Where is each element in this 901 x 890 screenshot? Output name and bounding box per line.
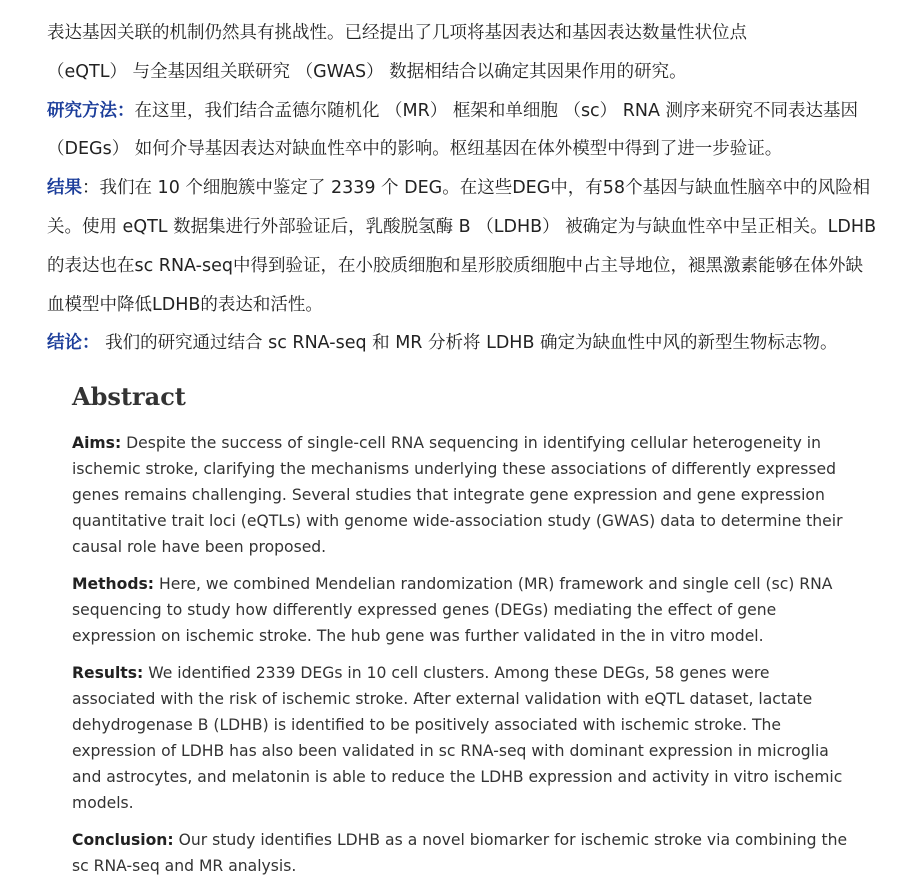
- chinese-methods-paragraph: [47, 92, 877, 170]
- english-abstract: [72, 378, 852, 890]
- methods-paragraph: [72, 571, 852, 649]
- conclusion-label: Conclusion:: [72, 831, 174, 849]
- chinese-results-text: ：我们在 10 个细胞簇中鉴定了 2339 个 DEG。在这些DEG中，有58个基因与缺血性脑卒中的风险相关。使用 eQTL 数据集进行外部验证后，乳酸脱氢酶 B （LDHB） 被确定为与缺血性卒中呈正相关。LDHB的表达也在sc RNA-seq中得到验证，在小胶质细胞和星形胶质细胞中占主导地位，褪黑激素能够在体外缺血模型中降低LDHB的表达和活性。: [47, 178, 877, 315]
- aims-label: Aims:: [72, 434, 122, 452]
- results-paragraph: [72, 660, 852, 816]
- chinese-conclusion-label: 结论：: [47, 333, 100, 354]
- chinese-intro-line1: 表达基因关联的机制仍然具有挑战性。已经提出了几项将基因表达和基因表达数量性状位点: [47, 23, 747, 43]
- chinese-methods-text: 在这里，我们结合孟德尔随机化 （MR） 框架和单细胞 （sc） RNA 测序来研究不同表达基因 （DEGs） 如何介导基因表达对缺血性卒中的影响。枢纽基因在体外模型中得到了进一步验证。: [47, 100, 859, 160]
- conclusion-paragraph: [72, 827, 852, 879]
- chinese-conclusion-paragraph: [47, 324, 877, 363]
- aims-text: Despite the success of single-cell RNA sequencing in identifying cellular heterogeneity in ischemic stroke, clarifying the mechanisms underlying these associations of differently expressed genes remains challenging. Several studies that integrate gene expression and gene expression quantitative trait loci (eQTLs) with genome wide-association study (GWAS) data to determine their causal role have been proposed.: [72, 434, 843, 556]
- chinese-intro-line2: （eQTL） 与全基因组关联研究 （GWAS） 数据相结合以确定其因果作用的研究。: [47, 61, 687, 82]
- methods-text: Here, we combined Mendelian randomization (MR) framework and single cell (sc) RNA sequencing to study how differently expressed genes (DEGs) mediating the effect of gene expression on ischemic stroke. The hub gene was further validated in the in vitro model.: [72, 575, 833, 645]
- aims-paragraph: [72, 430, 852, 560]
- conclusion-text: Our study identifies LDHB as a novel biomarker for ischemic stroke via combining the sc RNA-seq and MR analysis.: [72, 831, 848, 875]
- chinese-intro: [47, 14, 877, 92]
- methods-label: Methods:: [72, 575, 155, 593]
- abstract-heading: Abstract: [72, 382, 186, 411]
- results-label: Results:: [72, 664, 144, 682]
- chinese-results-label: 结果: [47, 178, 82, 199]
- chinese-results-paragraph: [47, 169, 877, 324]
- results-text: We identified 2339 DEGs in 10 cell clusters. Among these DEGs, 58 genes were associated with the risk of ischemic stroke. After external validation with eQTL dataset, lactate dehydrogenase B (LDHB) is identified to be positively associated with ischemic stroke. The expression of LDHB has also been validated in sc RNA-seq with dominant expression in microglia and astrocytes, and melatonin is able to reduce the LDHB expression and activity in vitro ischemic models.: [72, 664, 843, 812]
- chinese-translation: [47, 14, 877, 363]
- chinese-methods-label: 研究方法：: [47, 100, 135, 121]
- chinese-conclusion-text: 我们的研究通过结合 sc RNA-seq 和 MR 分析将 LDHB 确定为缺血性中风的新型生物标志物。: [99, 333, 838, 354]
